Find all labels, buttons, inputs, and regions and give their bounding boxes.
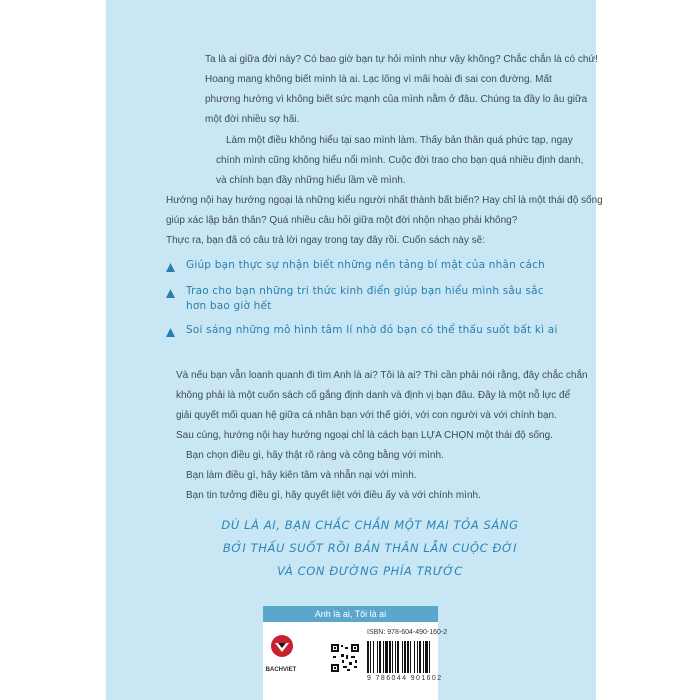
triangle-bullet-icon — [166, 289, 174, 297]
paragraph-line: Ta là ai giữa đời này? Có bao giờ bạn tự hỏi mình như vậy không? Chắc chắn là có chứ! — [205, 54, 598, 65]
paragraph-line: Bạn làm điều gì, hãy kiên tâm và nhẫn nại với mình. — [186, 470, 417, 481]
closing-quote-line: VÀ CON ĐƯỜNG PHÍA TRƯỚC — [277, 564, 463, 578]
triangle-bullet-icon — [166, 263, 174, 271]
paragraph-line: chính mình cũng không hiểu nổi mình. Cuộc đời trao cho bạn quá nhiều định danh, — [216, 155, 584, 166]
paragraph-line: Hướng nội hay hướng ngoại là những kiểu người nhất thành bất biến? Hay chỉ là một thái độ sống — [166, 195, 603, 206]
paragraph-line: không phải là một cuốn sách cố gắng định danh và định vị bạn đâu. Đây là một nỗ lực để — [176, 390, 571, 401]
qr-code-icon — [331, 644, 359, 672]
paragraph-line: Và nếu bạn vẫn loanh quanh đi tìm Anh là ai? Tôi là ai? Thì cần phải nói rằng, đây chắc chắn — [176, 370, 588, 381]
paragraph-line: phương hướng vì không biết sức mạnh của mình nằm ở đâu. Chúng ta đầy lo âu giữa — [205, 94, 588, 105]
paragraph-line: Làm một điều không hiểu tại sao mình làm. Thấy bản thân quá phức tạp, ngay — [226, 135, 573, 146]
bullet-text: hơn bao giờ hết — [186, 300, 272, 312]
paragraph-line: giải quyết mối quan hệ giữa cá nhân bạn với thế giới, với con người và với chính bạn. — [176, 410, 557, 421]
book-title-bar: Anh là ai, Tôi là ai — [263, 606, 438, 622]
paragraph-line: một đời nhiều sợ hãi. — [205, 114, 300, 125]
bullet-text: Trao cho bạn những tri thức kinh điển giúp bạn hiểu mình sâu sắc — [186, 285, 544, 297]
paragraph-line: Bạn tin tưởng điều gì, hãy quyết liệt với điều ấy và với chính mình. — [186, 490, 481, 501]
closing-quote-line: DÙ LÀ AI, BẠN CHẮC CHẮN MỘT MAI TỎA SÁNG — [221, 518, 519, 532]
paragraph-line: Thực ra, bạn đã có câu trả lời ngay trong tay đây rồi. Cuốn sách này sẽ: — [166, 235, 485, 246]
paragraph-line: Hoang mang không biết mình là ai. Lạc lõng vì mãi hoài đi sai con đường. Mất — [205, 74, 552, 85]
paragraph-line: Sau cùng, hướng nội hay hướng ngoại chỉ là cách bạn LỰA CHỌN một thái độ sống. — [176, 430, 553, 441]
barcode-number: 9 786044 901602 — [367, 675, 443, 682]
publisher-logo-icon — [270, 634, 294, 658]
closing-quote-line: BỞI THẤU SUỐT RỒI BẢN THÂN LẪN CUỘC ĐỜI — [222, 541, 518, 555]
paragraph-line: giúp xác lập bản thân? Quá nhiều câu hỏi giữa một đời nhộn nhạo phải không? — [166, 215, 518, 226]
triangle-bullet-icon — [166, 328, 174, 336]
publisher-name: BACHVIET — [265, 667, 297, 673]
paragraph-line: Bạn chọn điều gì, hãy thật rõ ràng và công bằng với mình. — [186, 450, 444, 461]
barcode-icon — [367, 641, 435, 673]
paragraph-line: và chính bạn đầy những hiểu lầm về mình. — [216, 175, 406, 186]
bullet-text: Giúp bạn thực sự nhận biết những nền tảng bí mật của nhân cách — [186, 259, 545, 271]
bullet-text: Soi sáng những mô hình tâm lí nhờ đó bạn có thể thấu suốt bất kì ai — [186, 324, 558, 336]
isbn-text: ISBN: 978-604-490-160-2 — [367, 629, 448, 636]
